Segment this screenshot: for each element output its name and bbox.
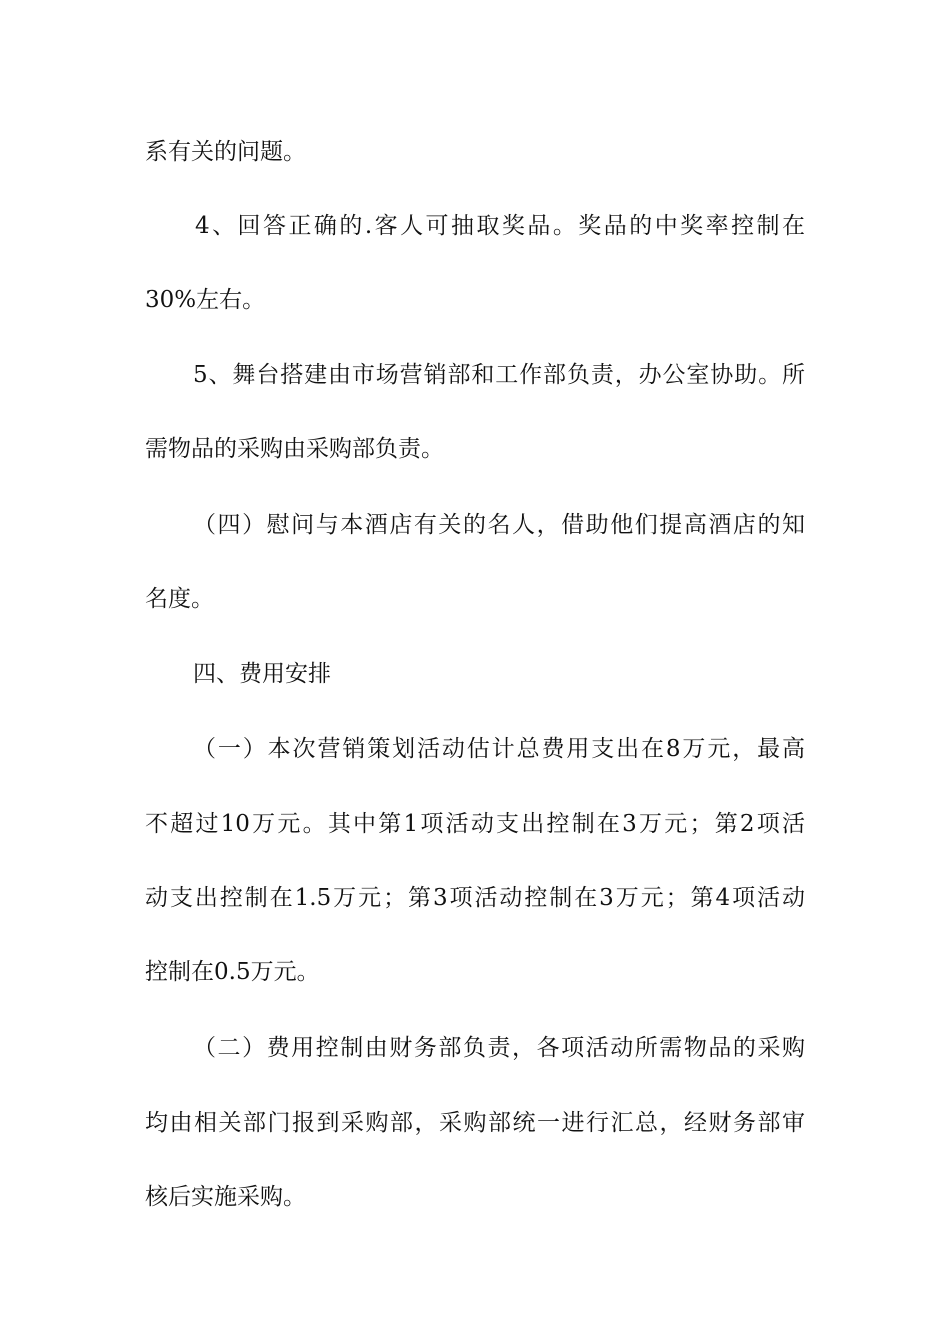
text-line: 名度。 xyxy=(145,586,214,612)
text-line: （一）本次营销策划活动估计总费用支出在8万元，最高 xyxy=(193,736,805,762)
text-line: 5、舞台搭建由市场营销部和工作部负责，办公室协助。所 xyxy=(193,362,805,388)
text-line: 均由相关部门报到采购部，采购部统一进行汇总，经财务部审 xyxy=(145,1110,805,1136)
text-line: 4、回答正确的.客人可抽取奖品。奖品的中奖率控制在 xyxy=(195,213,805,239)
text-line: 30%左右。 xyxy=(145,287,266,313)
text-line: 核后实施采购。 xyxy=(145,1184,306,1210)
text-line: 系有关的问题。 xyxy=(145,139,306,165)
text-line: 控制在0.5万元。 xyxy=(145,959,320,985)
text-line: 动支出控制在1.5万元；第3项活动控制在3万元；第4项活动 xyxy=(145,885,805,911)
text-line: 需物品的采购由采购部负责。 xyxy=(145,436,444,462)
section-heading: 四、费用安排 xyxy=(193,661,331,687)
text-line: 不超过10万元。其中第1项活动支出控制在3万元；第2项活 xyxy=(145,811,805,837)
text-line: （二）费用控制由财务部负责，各项活动所需物品的采购 xyxy=(193,1035,805,1061)
text-line: （四）慰问与本酒店有关的名人，借助他们提高酒店的知 xyxy=(193,512,805,538)
